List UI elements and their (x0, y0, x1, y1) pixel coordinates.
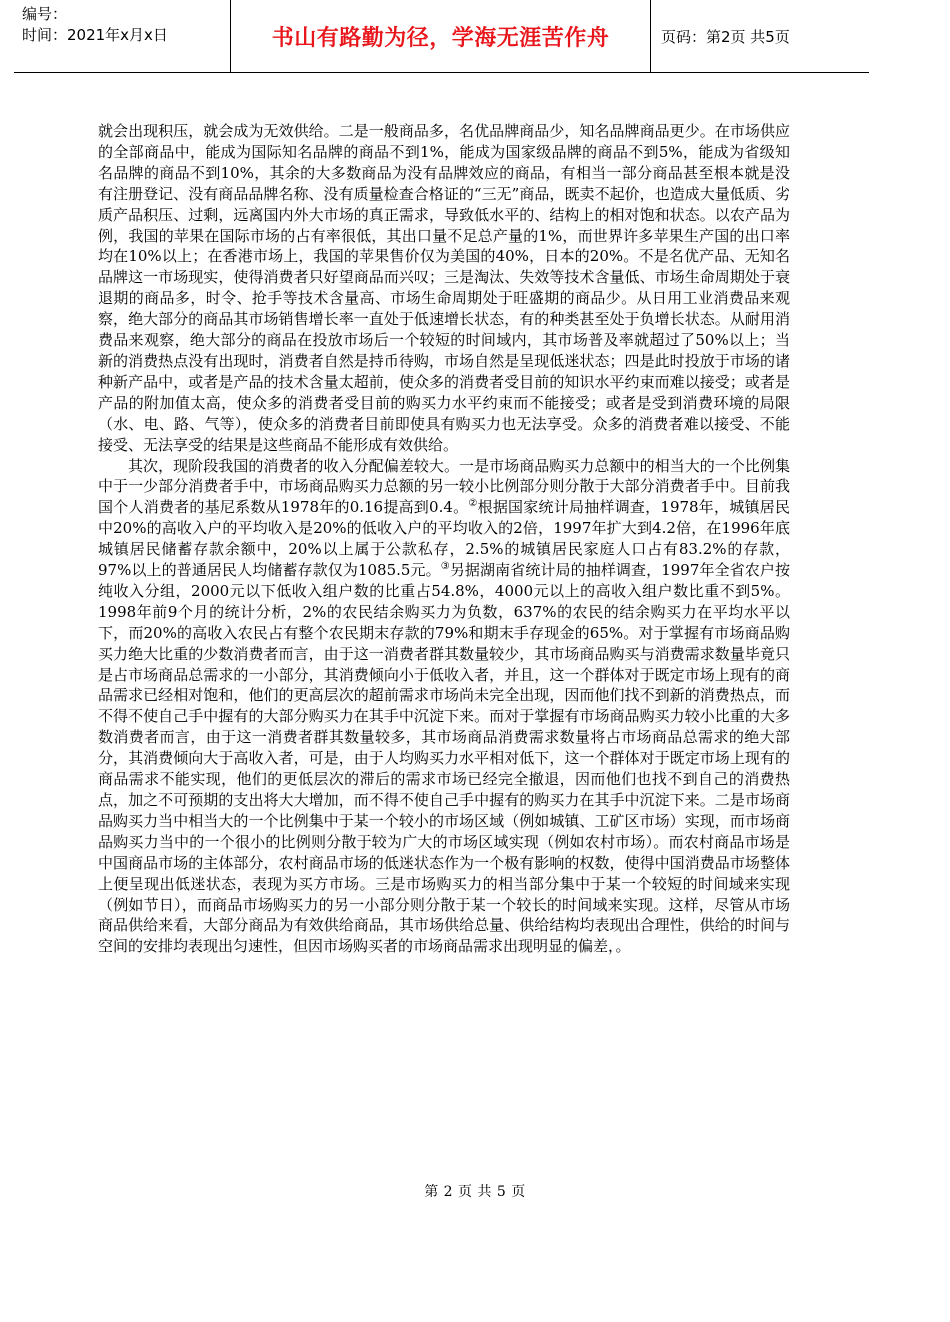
header-info-cell (14, 0, 231, 72)
header-motto-cell (231, 0, 651, 72)
header-page-cell (651, 0, 869, 72)
paragraph-2 (98, 456, 790, 958)
page-header (14, 0, 869, 73)
motto-text: 书山有路勤为径，学海无涯苦作舟 (271, 25, 610, 51)
document-body (98, 121, 790, 957)
serial-label: 编号： (22, 5, 68, 23)
footnote-marker-2: ② (468, 498, 478, 510)
paragraph-2-part-c: 另据湖南省统计局的抽样调查，1997年全省农户按纯收入分组，2000元以下低收入组户数的比重占54.8%，4000元以上的高收入组户数比重不到5%。1998年前9个月的统计分析，2%的农民结余购买力为负数，637%的农民的结余购买力在平均水平以下，而20%的高收入农民占有整个农民期末存款的79%和期末手存现金的65%。对于掌握有市场商品购买力绝大比重的少数消费者而言，由于这一消费者群其数量较少，其市场商品购买与消费需求数量毕竟只是占市场商品总需求的一小部分，其消费倾向小于低收入者，并且，这一个群体对于既定市场上现有的商品需求已经相对饱和，他们的更高层次的超前需求市场尚未完全出现，因而他们找不到新的消费热点，而不得不使自己手中握有的大部分购买力在其手中沉淀下来。而对于掌握有市场商品购买力较小比重的大多数消费者而言，由于这一消费者群其数量较多，其市场商品消费需求数量将占市场商品总需求的绝大部分，其消费倾向大于高收入者，可是，由于人均购买力水平相对低下，这一个群体对于既定市场上现有的商品需求不能实现，他们的更低层次的滞后的需求市场已经完全撤退，因而他们也找不到自己的消费热点，加之不可预期的支出将大大增加，而不得不使自己手中握有的购买力在其手中沉淀下来。二是市场商品购买力当中相当大的一个比例集中于某一个较小的市场区域（例如城镇、工矿区市场）实现，而市场商品购买力当中的一个很小的比例则分散于较为广大的市场区域实现（例如农村市场）。而农村商品市场是中国商品市场的主体部分，农村商品市场的低迷状态作为一个极有影响的权数，使得中国消费品市场整体上便呈现出低迷状态，表现为买方市场。三是市场购买力的相当部分集中于某一个较短的时间域来实现（例如节日），而商品市场购买力的另一小部分则分散于某一个较长的时间域来实现。这样，尽管从市场商品供给来看，大部分商品为有效供给商品，其市场供给总量、供给结构均表现出合理性，供给的时间与空间的安排均表现出匀速性，但因市场购买者的市场商品需求出现明显的偏差，。 (98, 561, 790, 956)
page-footer: 第 2 页 共 5 页 (424, 1184, 526, 1200)
footnote-marker-3: ③ (440, 561, 450, 573)
date-label: 时间：2021年x月x日 (22, 26, 168, 44)
paragraph-2-part-a: 其次，现阶段我国的消费者的收入分配偏差较大。一是市场商品购买力总额中的相当大的一个比例集中于一少部分消费者手中，市场商品购买力总额的另一较小比例部分则分散于大部分消费者手中。目前我国个人消费者的基尼系数从1978年的0.16提高到0.4。 (98, 456, 790, 517)
paragraph-2-part-b: 根据国家统计局抽样调查，1978年，城镇居民中20%的高收入户的平均收入是20%的低收入户的平均收入的2倍，1997年扩大到4.2倍，在1996年底城镇居民储蓄存款余额中，20%以上属于公款私存，2.5%的城镇居民家庭人口占有83.2%的存款，97%以上的普通居民人均储蓄存款仅为1085.5元。 (98, 498, 790, 580)
paragraph-1: 就会出现积压，就会成为无效供给。二是一般商品多，名优品牌商品少，知名品牌商品更少。在市场供应的全部商品中，能成为国际知名品牌的商品不到1%，能成为国家级品牌的商品不到5%，能成为省级知名品牌的商品不到10%，其余的大多数商品为没有品牌效应的商品，有相当一部分商品甚至根本就是没有注册登记、没有商品品牌名称、没有质量检查合格证的“三无”商品，既卖不起价，也造成大量低质、劣质产品积压、过剩，远离国内外大市场的真正需求，导致低水平的、结构上的相对饱和状态。以农产品为例，我国的苹果在国际市场的占有率很低，其出口量不足总产量的1%，而世界许多苹果生产国的出口率均在10%以上；在香港市场上，我国的苹果售价仅为美国的40%，日本的20%。不是名优产品、无知名品牌这一市场现实，使得消费者只好望商品而兴叹；三是淘汰、失效等技术含量低、市场生命周期处于衰退期的商品多，时令、抢手等技术含量高、市场生命周期处于旺盛期的商品少。从日用工业消费品来观察，绝大部分的商品其市场销售增长率一直处于低速增长状态，有的种类甚至处于负增长状态。从耐用消费品来观察，绝大部分的商品在投放市场后一个较短的时间域内，其市场普及率就超过了50%以上；当新的消费热点没有出现时，消费者自然是持币待购，市场自然是呈现低迷状态；四是此时投放于市场的诸种新产品中，或者是产品的技术含量太超前，使众多的消费者受目前的知识水平约束而难以接受；或者是产品的附加值太高，使众多的消费者受目前的购买力水平约束而不能接受；或者是受到消费环境的局限（水、电、路、气等），使众多的消费者目前即使具有购买力也无法享受。众多的消费者难以接受、不能接受、无法享受的结果是这些商品不能形成有效供给。 (98, 122, 790, 454)
header-page-label: 页码：第2页 共5页 (661, 27, 790, 46)
